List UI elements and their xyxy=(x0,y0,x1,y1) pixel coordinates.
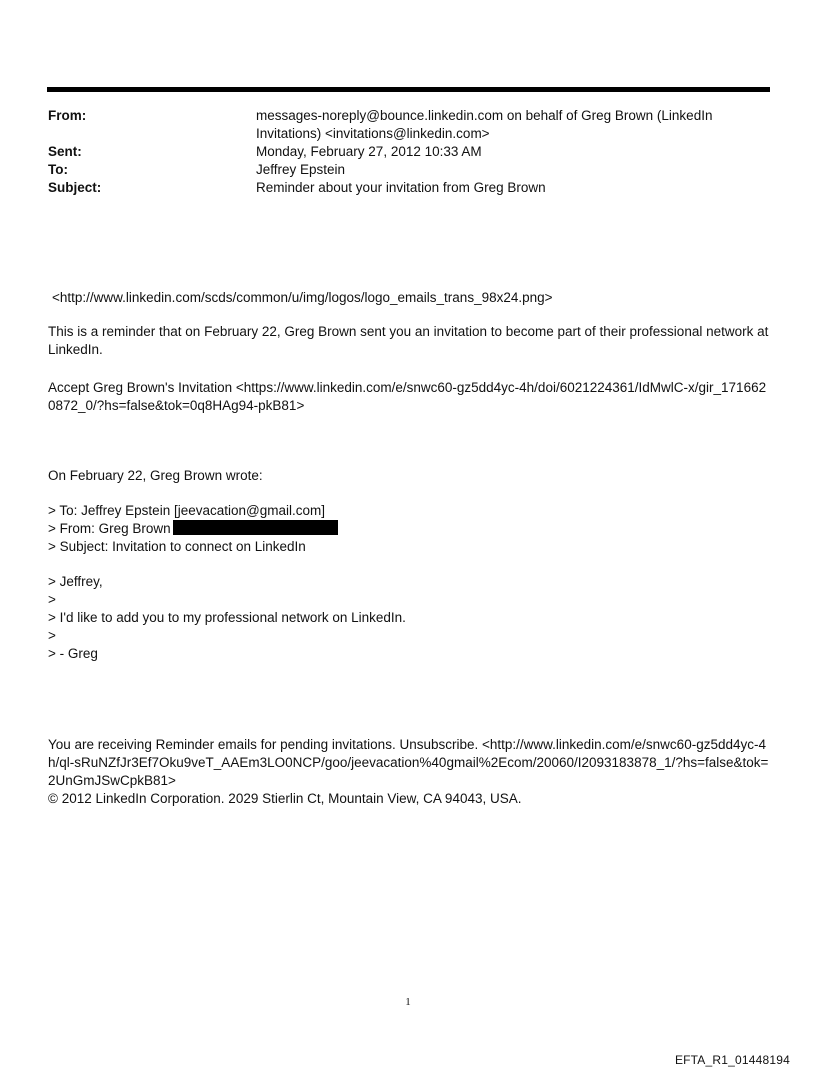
quote-line: > Jeffrey, xyxy=(48,574,103,589)
from-label: From: xyxy=(48,108,87,123)
accept-invitation-paragraph xyxy=(48,379,770,415)
quoted-from: > From: Greg Brown xyxy=(48,521,171,536)
from-value: messages-noreply@bounce.linkedin.com on behalf of Greg Brown (LinkedIn Invitations) <invitations@linkedin.com> xyxy=(256,108,713,141)
wrote-line xyxy=(48,467,770,485)
quoted-to: > To: Jeffrey Epstein [jeevacation@gmail.com] xyxy=(48,503,325,518)
to-label: To: xyxy=(48,162,68,177)
quote-line: > xyxy=(48,628,56,643)
header-divider xyxy=(47,87,770,92)
logo-link-text xyxy=(52,289,774,307)
subject-label: Subject: xyxy=(48,180,102,195)
reminder-paragraph xyxy=(48,323,770,359)
from-row xyxy=(48,107,770,143)
subject-row xyxy=(48,179,770,197)
redaction-box xyxy=(173,520,338,535)
accept-invitation-link: Accept Greg Brown's Invitation <https://www.linkedin.com/e/snwc60-gz5dd4yc-4h/doi/6021224361/IdMwlC-x/gir_1716620872_0/?hs=false&tok=0q8HAg94-pkB81> xyxy=(48,380,767,413)
unsubscribe-text: You are receiving Reminder emails for pending invitations. Unsubscribe. <http://www.linkedin.com/e/snwc60-gz5dd4yc-4h/ql-sRuNZfJr3Ef7Oku9veT_AAEm3LO0NCP/goo/jeevacation%40gmail%2Ecom/20060/I2093183878_1/?hs=false&tok=2UnGmJSwCpkB81> xyxy=(48,737,769,788)
bates-number: EFTA_R1_01448194 xyxy=(674,1053,790,1067)
quoted-subject: > Subject: Invitation to connect on LinkedIn xyxy=(48,539,306,554)
subject-value: Reminder about your invitation from Greg Brown xyxy=(256,180,546,195)
to-value: Jeffrey Epstein xyxy=(256,162,346,177)
reminder-text: This is a reminder that on February 22, Greg Brown sent you an invitation to become part of their professional network at LinkedIn. xyxy=(48,324,769,357)
wrote-text: On February 22, Greg Brown wrote: xyxy=(48,468,263,483)
quoted-header xyxy=(48,502,770,556)
quote-line: > - Greg xyxy=(48,646,98,661)
quoted-message xyxy=(48,573,770,663)
quoted-from-line xyxy=(48,520,770,538)
sent-value: Monday, February 27, 2012 10:33 AM xyxy=(256,144,482,159)
quote-line: > xyxy=(48,592,56,607)
copyright-text: © 2012 LinkedIn Corporation. 2029 Stierlin Ct, Mountain View, CA 94043, USA. xyxy=(48,791,522,806)
quote-line: > I'd like to add you to my professional network on LinkedIn. xyxy=(48,610,406,625)
sent-row xyxy=(48,143,770,161)
sent-label: Sent: xyxy=(48,144,82,159)
to-row xyxy=(48,161,770,179)
email-header xyxy=(48,107,770,197)
page-number: 1 xyxy=(405,996,411,1008)
logo-url: <http://www.linkedin.com/scds/common/u/img/logos/logo_emails_trans_98x24.png> xyxy=(52,290,553,305)
email-footer xyxy=(48,736,770,808)
